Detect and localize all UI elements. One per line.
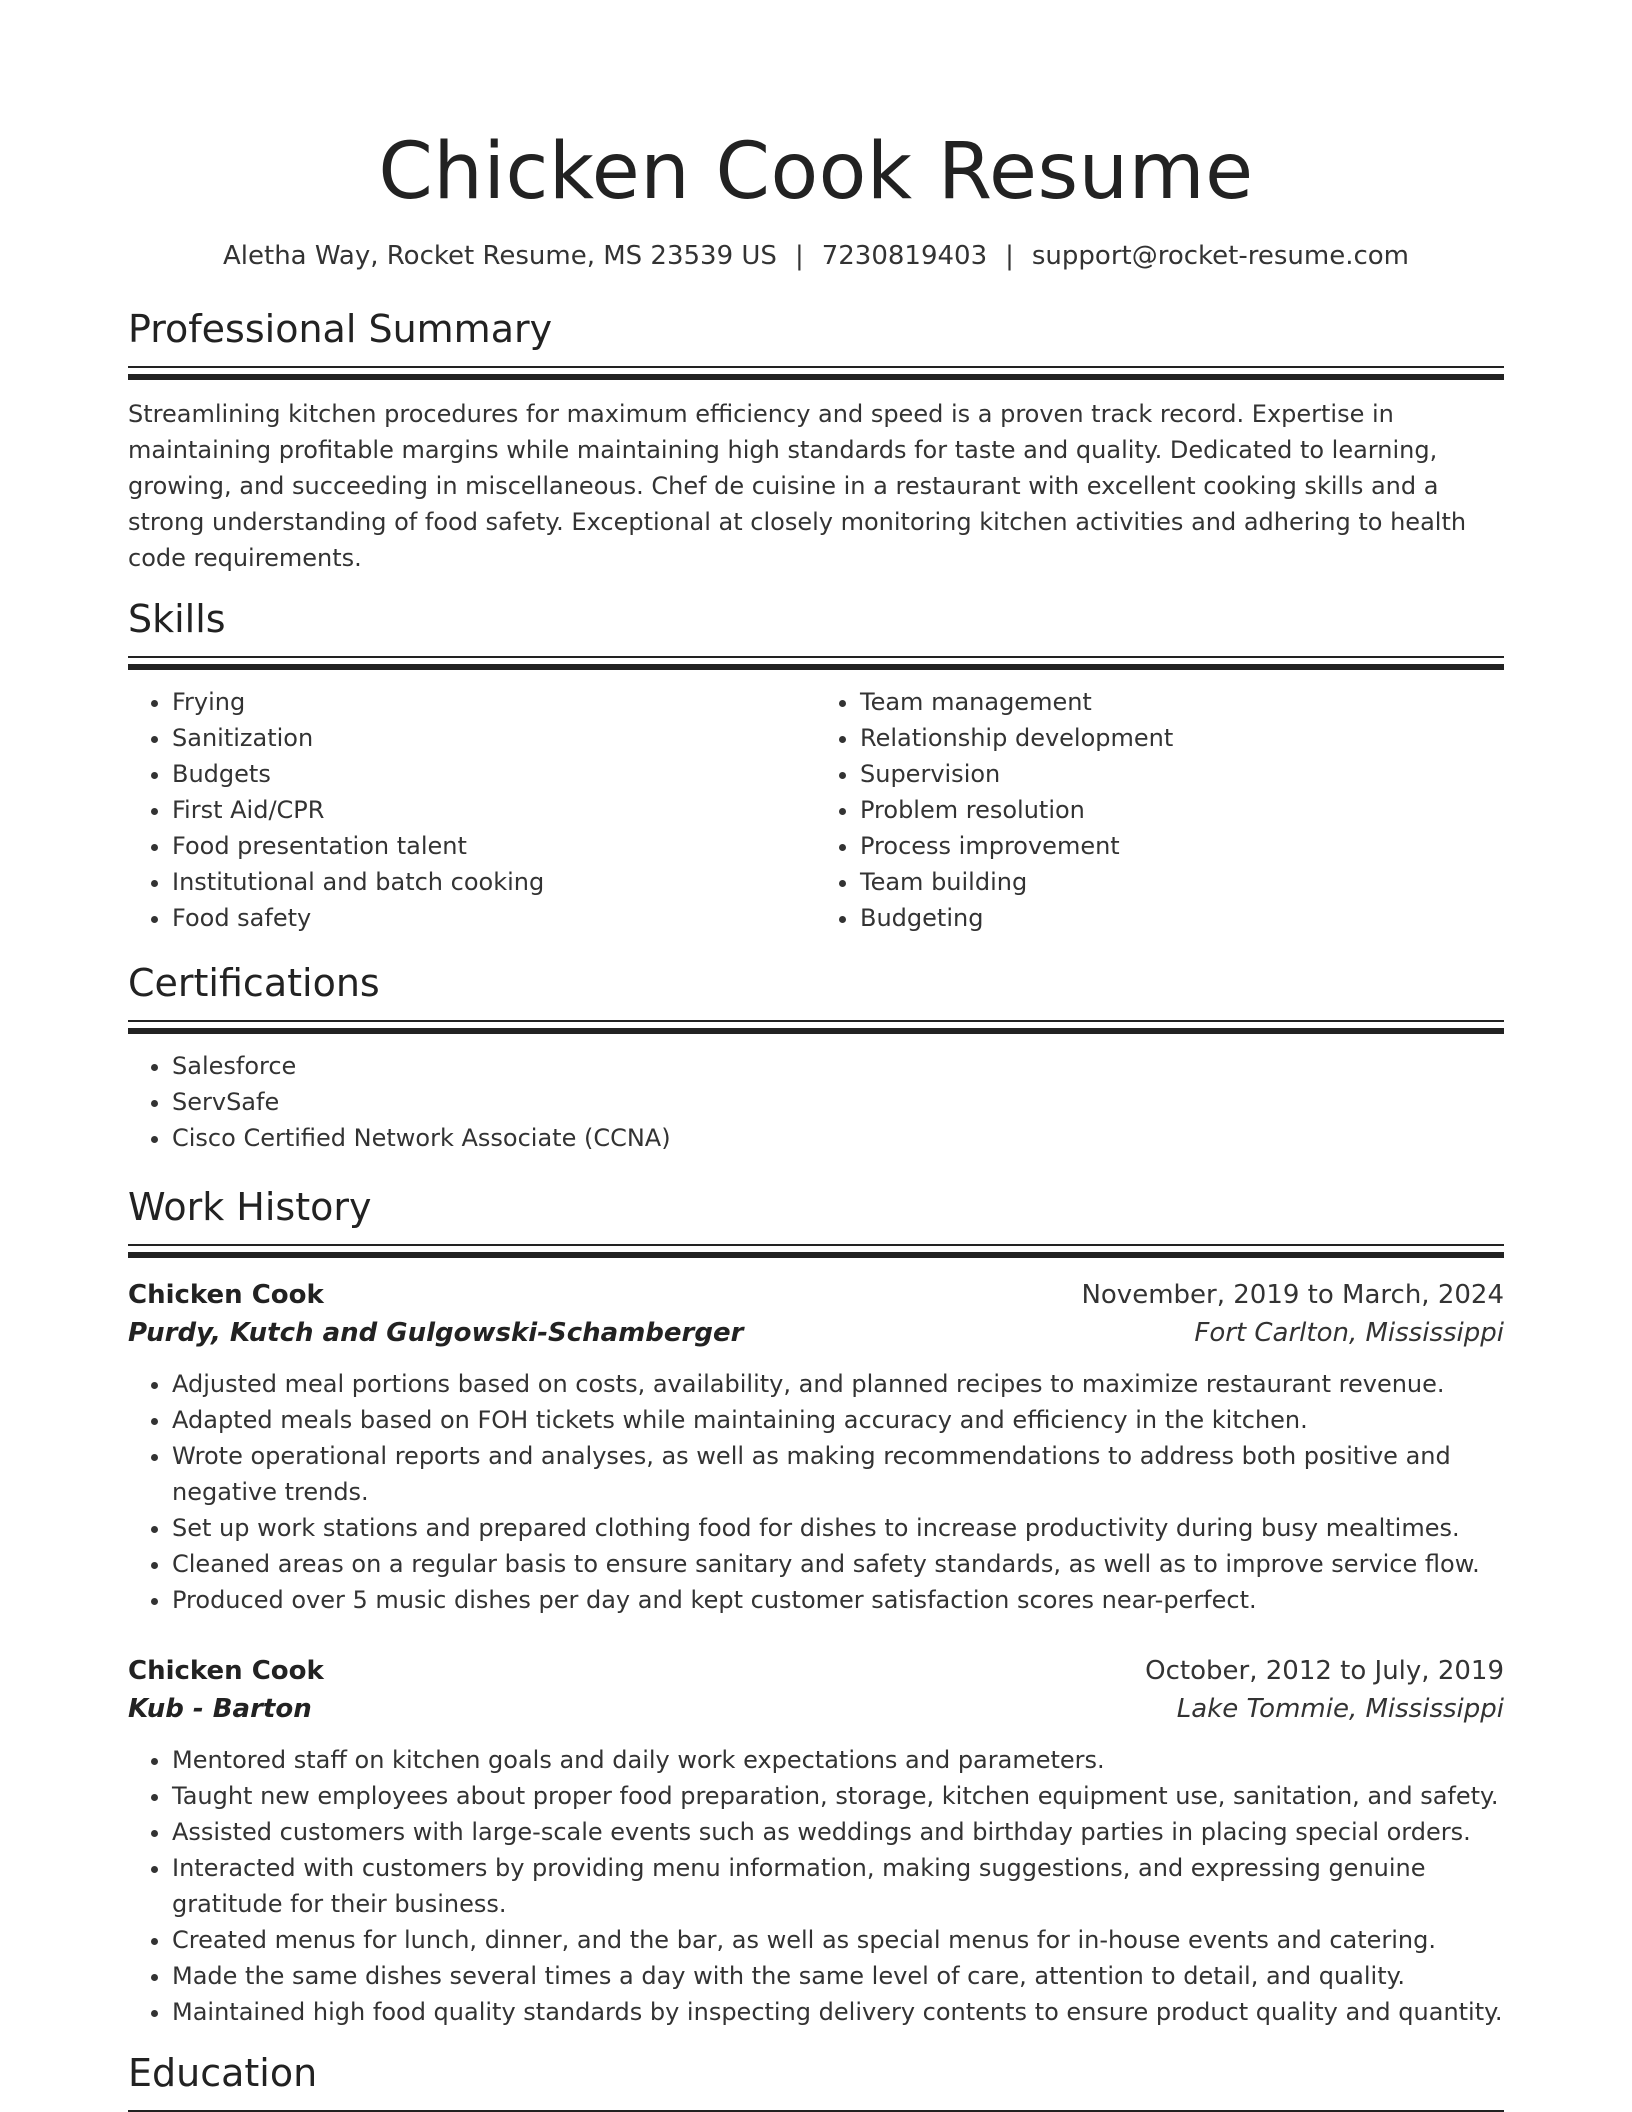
job-location: Lake Tommie, Mississippi xyxy=(1176,1694,1504,1724)
resume-page xyxy=(128,0,1504,2112)
page-title: Chicken Cook Resume xyxy=(378,127,1254,217)
list-item: • Food safety xyxy=(172,900,816,936)
job-company-row xyxy=(128,1690,1504,1728)
list-item: • Created menus for lunch, dinner, and the bar, as well as special menus for in-house events and catering. xyxy=(172,1922,1504,1958)
list-item: • Food presentation talent xyxy=(172,828,816,864)
job-bullets xyxy=(128,1366,1504,1618)
job-entry xyxy=(128,1652,1504,2030)
list-item: • Salesforce xyxy=(172,1048,1504,1084)
section-heading: Professional Summary xyxy=(128,307,553,351)
skills-grid xyxy=(128,670,1504,936)
job-entry xyxy=(128,1276,1504,1618)
job-dates: November, 2019 to March, 2024 xyxy=(1081,1280,1504,1310)
list-item: • Problem resolution xyxy=(860,792,1504,828)
list-item: • Relationship development xyxy=(860,720,1504,756)
summary-text: Streamlining kitchen procedures for maximum efficiency and speed is a proven track record. Expertise in maintaining profitable margins while maintaining high standards for taste and quality. Dedicated to learning, growing, and succeeding in miscellaneous. Chef de cuisine in a restaurant with excellent cooking skills and a strong understanding of food safety. Exceptional at closely monitoring kitchen activities and adhering to health code requirements. xyxy=(128,400,1467,572)
skills-list-left xyxy=(128,684,816,936)
list-item: • Taught new employees about proper food preparation, storage, kitchen equipment use, sanitation, and safety. xyxy=(172,1778,1504,1814)
list-item: • Team building xyxy=(860,864,1504,900)
list-item: • Cisco Certified Network Associate (CCNA) xyxy=(172,1120,1504,1156)
section-heading: Certifications xyxy=(128,961,380,1005)
job-dates: October, 2012 to July, 2019 xyxy=(1145,1656,1504,1686)
list-item: • Wrote operational reports and analyses, as well as making recommendations to address both positive and negative trends. xyxy=(172,1438,1504,1510)
section-divider xyxy=(128,656,1504,658)
list-item: • Mentored staff on kitchen goals and daily work expectations and parameters. xyxy=(172,1742,1504,1778)
job-location: Fort Carlton, Mississippi xyxy=(1194,1318,1504,1348)
section-skills xyxy=(128,596,1504,936)
section-work-history xyxy=(128,1184,1504,2030)
skills-list-right xyxy=(816,684,1504,936)
list-item: • Assisted customers with large-scale events such as weddings and birthday parties in placing special orders. xyxy=(172,1814,1504,1850)
contact-address: Aletha Way, Rocket Resume, MS 23539 US xyxy=(223,241,777,271)
job-company: Kub - Barton xyxy=(128,1694,312,1724)
list-item: • Institutional and batch cooking xyxy=(172,864,816,900)
section-divider-thick xyxy=(128,1028,1504,1034)
contact-line xyxy=(128,238,1504,274)
list-item: • Cleaned areas on a regular basis to ensure sanitary and safety standards, as well as to improve service flow. xyxy=(172,1546,1504,1582)
list-item: • Adjusted meal portions based on costs, availability, and planned recipes to maximize restaurant revenue. xyxy=(172,1366,1504,1402)
section-heading: Skills xyxy=(128,597,226,641)
section-education xyxy=(128,2050,1504,2112)
list-item: • Adapted meals based on FOH tickets while maintaining accuracy and efficiency in the kitchen. xyxy=(172,1402,1504,1438)
section-summary xyxy=(128,306,1504,576)
contact-email: support@rocket-resume.com xyxy=(1031,241,1409,271)
list-item: • Budgets xyxy=(172,756,816,792)
list-item: • Supervision xyxy=(860,756,1504,792)
contact-phone: 7230819403 xyxy=(821,241,988,271)
list-item: • Made the same dishes several times a day with the same level of care, attention to detail, and quality. xyxy=(172,1958,1504,1994)
job-header-row xyxy=(128,1276,1504,1314)
section-heading: Work History xyxy=(128,1185,372,1229)
list-item: • ServSafe xyxy=(172,1084,1504,1120)
section-heading: Education xyxy=(128,2051,318,2095)
list-item: • Team management xyxy=(860,684,1504,720)
section-certifications xyxy=(128,960,1504,1156)
list-item: • Frying xyxy=(172,684,816,720)
list-item: • Interacted with customers by providing menu information, making suggestions, and expressing genuine gratitude for their business. xyxy=(172,1850,1504,1922)
section-divider-thick xyxy=(128,1252,1504,1258)
job-header-row xyxy=(128,1652,1504,1690)
section-divider xyxy=(128,1020,1504,1022)
section-divider xyxy=(128,366,1504,368)
contact-separator: | xyxy=(794,241,804,271)
job-company-row xyxy=(128,1314,1504,1352)
list-item: • First Aid/CPR xyxy=(172,792,816,828)
contact-separator: | xyxy=(1005,241,1014,271)
list-item: • Budgeting xyxy=(860,900,1504,936)
job-company: Purdy, Kutch and Gulgowski-Schamberger xyxy=(128,1318,744,1348)
list-item: • Set up work stations and prepared clothing food for dishes to increase productivity during busy mealtimes. xyxy=(172,1510,1504,1546)
section-divider-thick xyxy=(128,374,1504,380)
section-divider xyxy=(128,1244,1504,1246)
job-title: Chicken Cook xyxy=(128,1280,324,1310)
job-bullets xyxy=(128,1742,1504,2030)
list-item: • Process improvement xyxy=(860,828,1504,864)
list-item: • Sanitization xyxy=(172,720,816,756)
list-item: • Produced over 5 music dishes per day and kept customer satisfaction scores near-perfect. xyxy=(172,1582,1504,1618)
list-item: • Maintained high food quality standards by inspecting delivery contents to ensure product quality and quantity. xyxy=(172,1994,1504,2030)
certifications-list xyxy=(128,1048,1504,1156)
job-title: Chicken Cook xyxy=(128,1656,324,1686)
